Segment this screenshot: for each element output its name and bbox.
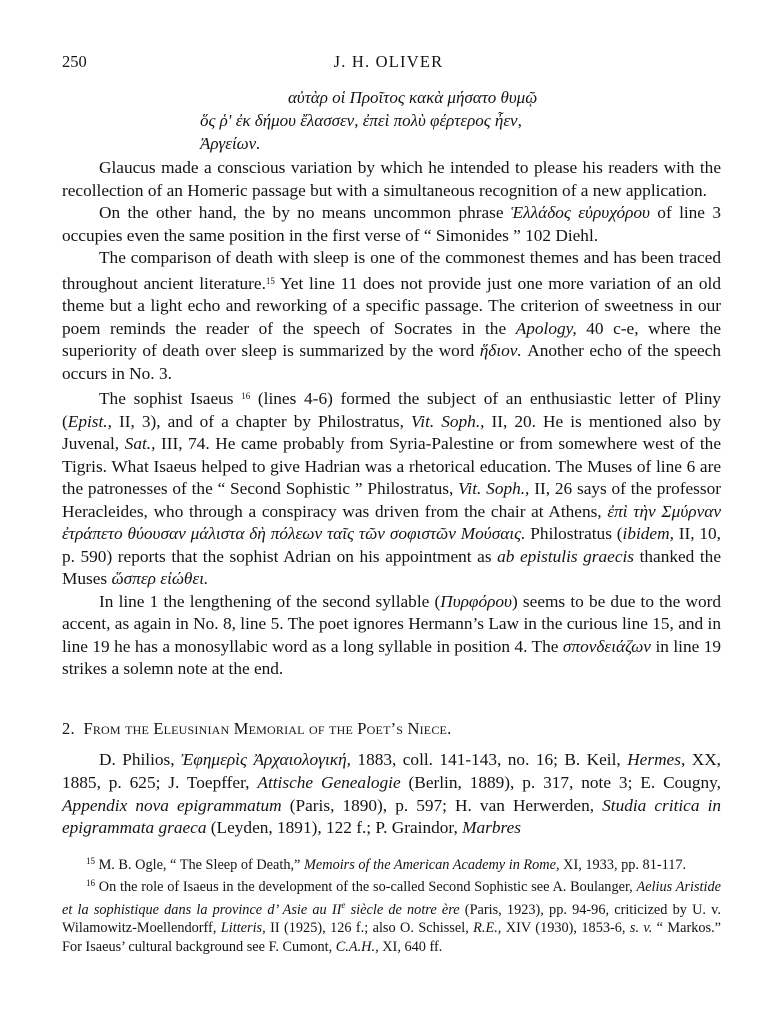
footnote-number: 15 [86, 856, 95, 866]
section-number: 2. [62, 719, 75, 738]
greek-title: Ἐφημερὶς Ἀρχαιολογική, [181, 750, 351, 769]
paragraph: Glaucus made a conscious variation by which he intended to please his readers with the recollection of an Homeric passage but with a simultaneous recognition of a new application. [62, 158, 721, 200]
bibliography-paragraph: D. Philios, Ἐφημερὶς Ἀρχαιολογική, 1883, coll. 141-143, no. 16; B. Keil, Hermes, XX, 1885, p. 625; J. Toepffer, Attische Genealogie (Berlin, 1889), p. 317, note 3; E. Cougny, Appendix nova epigrammatum (Paris, 1890), p. 597; H. van Herwerden, Studia critica in epigrammata graeca (Leyden, 1891), 122 f.; P. Graindor, Marbres [62, 750, 722, 838]
greek-quotation [200, 86, 537, 155]
paragraph: The sophist Isaeus $^{16}$ (lines 4-6) formed the subject of an enthusiastic letter of Pliny (Epist., II, 3), and of a chapter by Philostratus, Vit. Soph., II, 20. He is mentioned also by Juvenal, Sat., III, 74. He came probably from Syria-Palestine or from somewhere west of the Tigris. What Isaeus helped to give Hadrian was a rhetorical education. The Muses of line 6 are the patronesses of the “ Second Sophistic ” Philostratus, Vit. Soph., II, 26 says of the professor Heracleides, who through a conspiracy was driven from the chair at Athens, ἐπὶ τὴν Σμύρναν ἐτράπετο θύουσαν μάλιστα δὴ πόλεων ταῖς τῶν σοφιστῶν Μούσαις. Philostratus (ibidem, II, 10, p. 590) reports that the sophist Adrian on his appointment as ab epistulis graecis thanked the Muses ὥσπερ εἰώθει. [62, 389, 722, 588]
greek-word: σπονδειάζων [562, 636, 651, 656]
footnote-number: 16 [86, 878, 95, 889]
greek-phrase: ὥσπερ εἰώθει. [111, 569, 209, 588]
paragraph: In line 1 the lengthening of the second syllable (Πυρφόρου) seems to be due to the word accent, as again in No. 8, line 5. The poet ignores Hermann’s Law in the curious line 15, and in line 19 he has a monosyllabic word as a long syllable in position 4. The σπονδειάζων in line 19 strikes a solemn note at the end. [62, 591, 721, 678]
quote-line: Ἀργείων. [200, 134, 261, 153]
body-text [62, 157, 721, 681]
paragraph: The comparison of death with sleep is one of the commonest themes and has been traced throughout ancient literature.$^{15}$ Yet line 11 does not provide just one more variation of an old theme but a light echo and reworking of a specific passage. The criterion of sweetness in our poem reminds the reader of the speech of Socrates in the Apology, 40 c-e, where the superiority of death over sleep is summarized by the word ἥδιον. Another echo of the speech occurs in No. 3. [62, 248, 721, 383]
footnote-ref[interactable]: 15 [265, 275, 275, 286]
section-title: From the Eleusinian Memorial of the Poet’s Niece. [83, 719, 452, 738]
footnote: $^{15}$ M. B. Ogle, “ The Sleep of Death,” Memoirs of the American Academy in Rome, XI, 1933, pp. 81-117. [86, 856, 687, 873]
quote-line: ὅς ῥ' ἐκ δήμου ἔλασσεν, ἐπεὶ πολὺ φέρτερος ἦεν, [200, 111, 522, 130]
quote-line: αὐτὰρ οἱ Προῖτος κακὰ μήσατο θυμῷ [288, 88, 538, 107]
greek-phrase: ἐπὶ τὴν Σμύρναν ἐτράπετο θύουσαν μάλιστα δὴ πόλεων ταῖς τῶν σοφιστῶν Μούσαις. [62, 501, 721, 543]
page-number: 250 [62, 52, 87, 71]
greek-phrase: Ἑλλάδος εὐρυχόρου [510, 203, 650, 222]
footnotes [62, 852, 721, 956]
footnote: $^{16}$ On the role of Isaeus in the development of the so-called Second Sophistic see A. Boulanger, Aelius Aristide et la sophistique dans la province d’ Asie au IIe siècle de notre ère (Paris, 1923), pp. 94-96, criticized by U. v. Wilamowitz-Moellendorff, Litteris, II (1925), 126 f.; also O. Schissel, R.E., XIV (1930), 1853-6, s. v. “ Markos.” For Isaeus’ cultural background see F. Cumont, C.A.H., XI, 640 ff. [62, 878, 721, 955]
paragraph: On the other hand, the by no means uncommon phrase Ἑλλάδος εὐρυχόρου of line 3 occupies even the same position in the first verse of “ Simonides ” 102 Diehl. [62, 203, 721, 245]
footnote-ref[interactable]: 16 [241, 391, 251, 401]
running-title: J. H. OLIVER [333, 52, 444, 71]
section-heading [62, 719, 451, 739]
greek-word: ἥδιον. [479, 341, 522, 360]
bibliography [62, 749, 721, 840]
greek-word: Πυρφόρου [440, 591, 512, 611]
